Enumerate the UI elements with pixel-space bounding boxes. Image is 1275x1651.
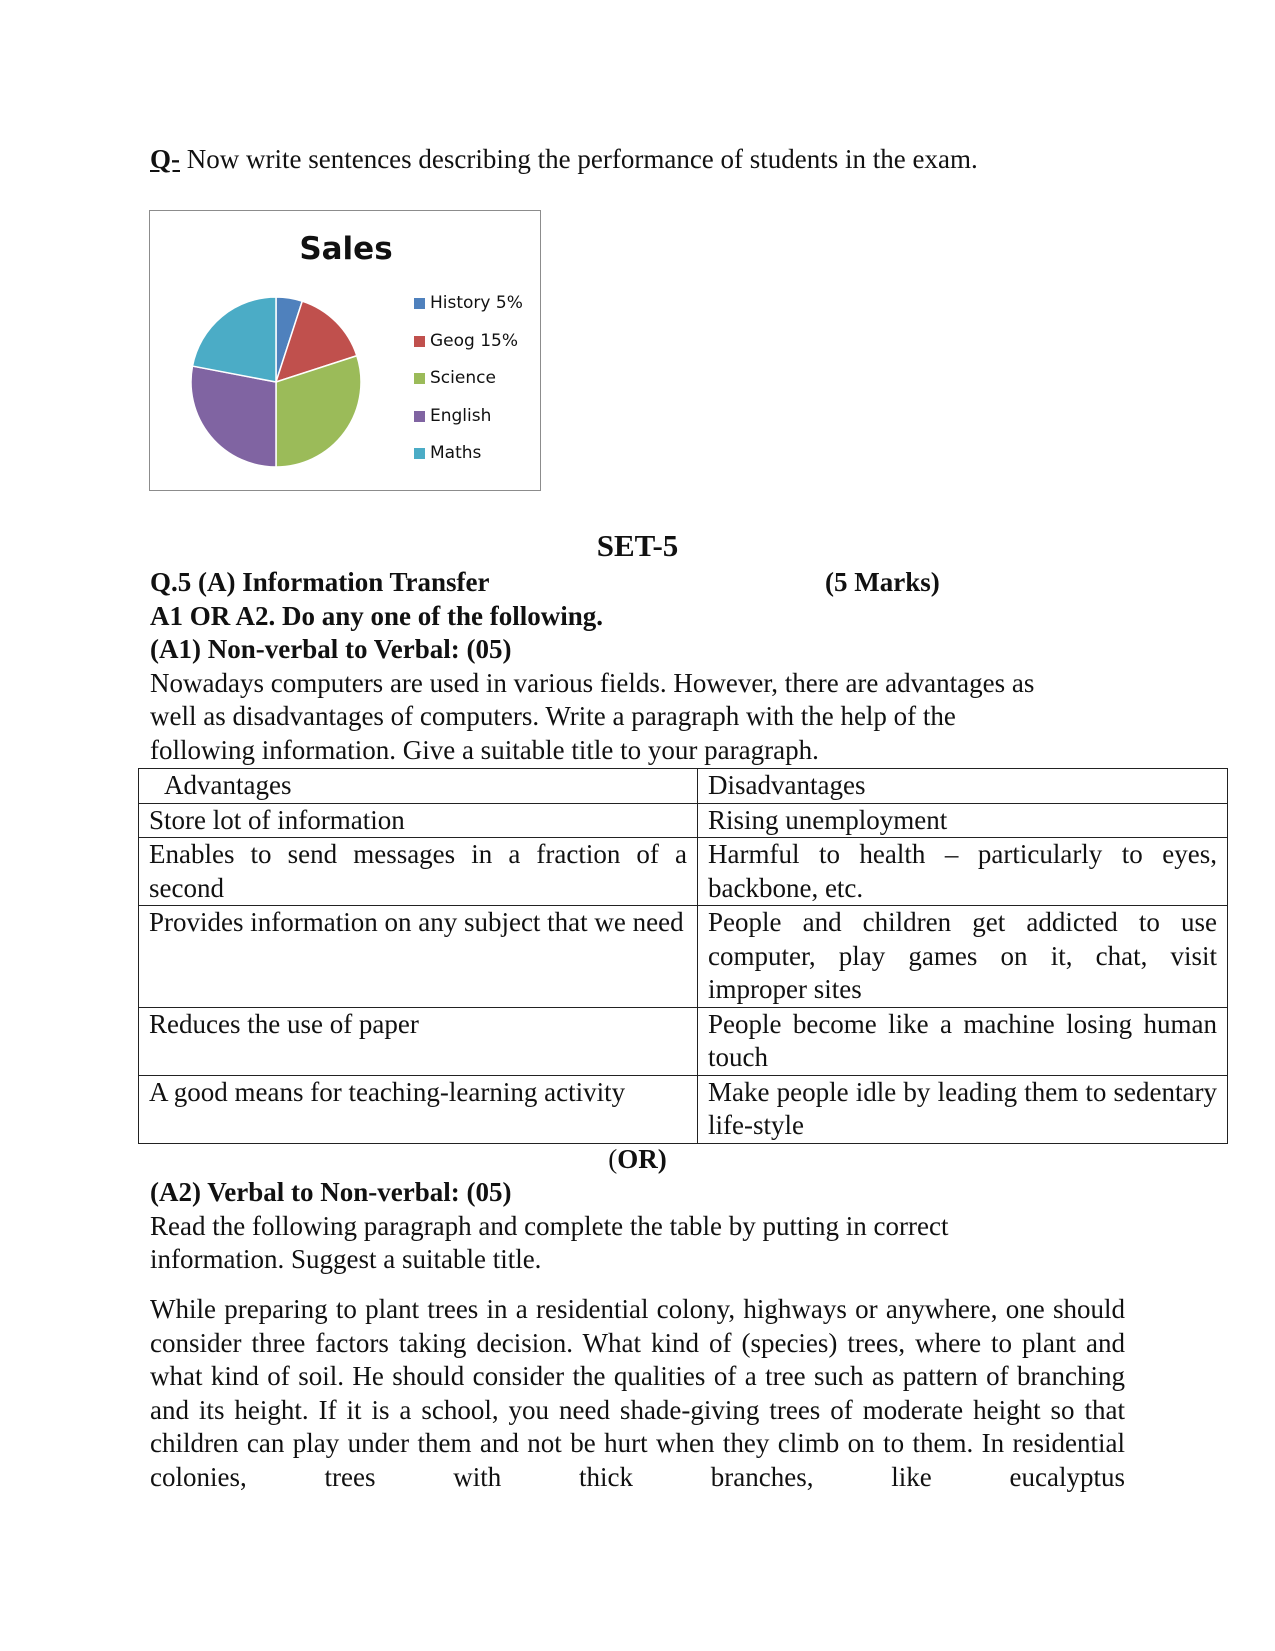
advantages-disadvantages-table [138,768,1228,1144]
pie-slice-4 [191,366,276,467]
table-cell: People and children get addicted to use computer, play games on it, chat, visit improper sites [698,906,1228,1008]
a2-line: Read the following paragraph and complete the table by putting in correct [150,1211,949,1241]
table-cell: Store lot of information [139,803,698,838]
legend-item [414,331,523,369]
table-row [139,1075,1228,1143]
section-marks: (5 Marks) [825,567,940,597]
table-cell: Rising unemployment [698,803,1228,838]
table-row [139,1007,1228,1075]
table-row [139,906,1228,1008]
legend-swatch [414,336,425,347]
legend-swatch [414,373,425,384]
table-header-row [139,769,1228,804]
table-cell: Harmful to health – particularly to eyes, backbone, etc. [698,838,1228,906]
section-instruction: A1 OR A2. Do any one of the following. [150,601,604,631]
legend-label: Maths [430,443,482,463]
a1-heading: (A1) Non-verbal to Verbal: (05) [150,634,512,664]
table-cell: Enables to send messages in a fraction of a second [139,838,698,906]
legend-item [414,406,523,444]
table-row [139,803,1228,838]
legend-label: History 5% [430,293,523,313]
table-cell: A good means for teaching-learning activity [139,1075,698,1143]
a2-heading: (A2) Verbal to Non-verbal: (05) [150,1177,512,1207]
legend-swatch [414,448,425,459]
table-header-disadvantages: Disadvantages [698,769,1228,804]
legend-swatch [414,298,425,309]
a1-line: following information. Give a suitable title to your paragraph. [150,735,819,765]
legend-label: Geog 15% [430,330,519,351]
a1-line: well as disadvantages of computers. Write a paragraph with the help of the [150,701,956,731]
chart-title: Sales [299,231,393,267]
legend-label: Science [430,368,496,388]
table-header-advantages: Advantages [139,769,698,804]
chart-legend [414,293,523,481]
legend-item [414,443,523,481]
or-open-paren: ( [608,1144,618,1174]
table-row [139,838,1228,906]
table-cell: People become like a machine losing human touch [698,1007,1228,1075]
table-cell: Make people idle by leading them to sedentary life-style [698,1075,1228,1143]
legend-item [414,293,523,331]
or-word: OR [617,1144,658,1174]
table-cell: Provides information on any subject that we need [139,906,698,1008]
a1-line: Nowadays computers are used in various fields. However, there are advantages as [150,668,1035,698]
a2-paragraph: While preparing to plant trees in a residential colony, highways or anywhere, one should consider three factors taking decision. What kind of (species) trees, where to plant and what kind of soil. He should consider the qualities of a tree such as pattern of branching and its height. If it is a school, you need shade-giving trees of moderate height so that children can play under them and not be hurt when they climb on to them. In residential colonies, trees with thick branches, like eucalyptus [150,1294,1125,1492]
legend-label: English [430,405,492,426]
set-title: SET-5 [596,528,679,563]
section-heading: Q.5 (A) Information Transfer [150,567,490,597]
question-text: Now write sentences describing the performance of students in the exam. [180,144,978,174]
table-cell: Reduces the use of paper [139,1007,698,1075]
legend-swatch [414,411,425,422]
question-line [150,142,978,176]
or-separator [0,1143,1275,1177]
a2-line: information. Suggest a suitable title. [150,1244,542,1274]
or-close-paren: ) [657,1144,667,1174]
legend-item [414,368,523,406]
question-prefix: Q- [150,144,180,174]
pie-chart [149,210,541,491]
